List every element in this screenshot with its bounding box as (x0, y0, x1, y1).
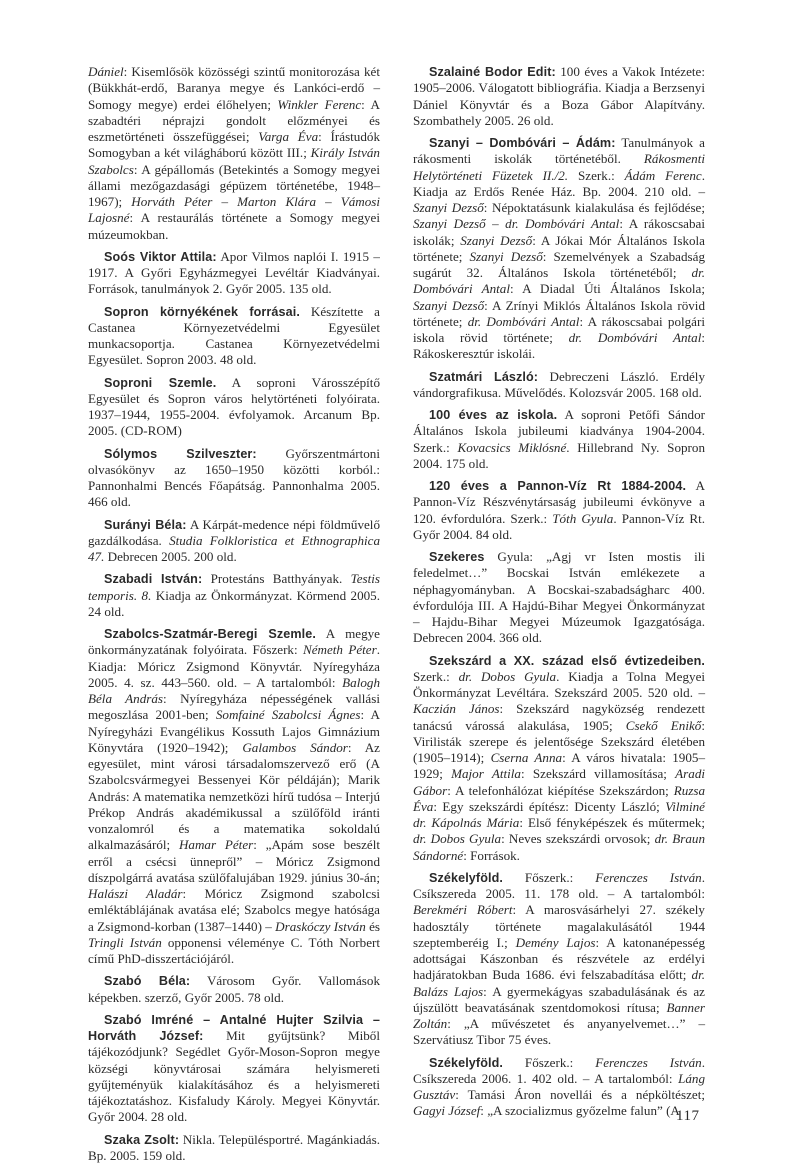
entry-text: : A marosvásárhelyi 27. székely hadosztály története magalakulásától 1944 szeptemberéig I.; (413, 902, 705, 950)
entry-text: : Virilisták szerepe és jelentősége Szekszárd életében (1905–1914); (413, 717, 705, 765)
entry-italic-text: Banner Zoltán (413, 999, 705, 1031)
entry-heading: Székelyföld. (429, 870, 503, 885)
bibliography-entry (88, 64, 380, 243)
entry-text: : Tamási Áron novellái és a népköltészet; (455, 1087, 705, 1102)
entry-text: : Szekszárd nagyközség rendezett tanácsú várossá alakulása, 1905; (413, 701, 706, 733)
bibliography-entry (88, 304, 380, 369)
entry-text: : Rákoskeresztúr iskolái. (413, 330, 705, 362)
bibliography-entry (413, 549, 705, 647)
entry-text: : „A művészetet és anyanyelvemet…” – Szervátiusz Tibor 75 éves. (413, 1016, 705, 1048)
entry-text: : A Jókai Mór Általános Iskola története; (413, 232, 705, 264)
entry-italic-text: Winkler Ferenc (277, 96, 362, 112)
entry-text: Győrszentmártoni olvasókönyv az 1650–1950 közötti korból.: Pannonhalmi Bencés Főapátság. Pannonhalma 2005. 466 old. (88, 445, 380, 510)
entry-text: A soproni Városszépítő Egyesület és Sopron város helytörténeti folyóirata. 1937–1944, 1955-2004. évfolyamok. Arcanum Bp. 2005. (CD-ROM) (88, 374, 380, 439)
bibliography-entry (413, 478, 705, 543)
entry-heading: Székelyföld. (429, 1055, 503, 1070)
entry-text: : A város hivatala: 1905–1929; (413, 750, 705, 782)
bibliography-entry (413, 653, 705, 864)
bibliography-entry (413, 407, 705, 472)
entry-text: opponensi véleménye C. Tóth Norbert című PhD-disszertációjáról. (88, 934, 381, 966)
entry-italic-text: Szanyi Dezső – dr. Dombóvári Antal (413, 216, 620, 232)
entry-text: Kiadja az Önkormányzat. Körmend 2005. 24 old. (88, 587, 381, 619)
left-column (88, 64, 380, 1170)
entry-italic-text: Tringli István (88, 934, 162, 950)
bibliography-entry (88, 517, 380, 566)
entry-text: Főszerk.: (503, 1054, 596, 1070)
entry-italic-text: Cserna Anna (490, 750, 563, 765)
bibliography-entry (413, 1055, 705, 1120)
entry-heading: Szekszárd a XX. század első évtizedeiben. (429, 653, 705, 668)
bibliography-entry (413, 64, 705, 129)
entry-italic-text: Ferenczes István (595, 1054, 702, 1070)
entry-text: Készítette a Castanea Környezetvédelmi Egyesület munkacsoportja. Castanea Környezetvédelmi Egyesület. Sopron 2003. 48 old. (88, 303, 380, 368)
bibliography-entry (413, 369, 705, 402)
entry-text: . Pannon-Víz Rt. Győr 2004. 84 old. (413, 510, 705, 542)
entry-italic-text: dr. Dobos Gyula (458, 668, 557, 684)
entry-text: : A Nyíregyházi Evangélikus Kossuth Lajos Gimnázium Könyvtára (1920–1942); (88, 707, 381, 755)
entry-italic-text: Ádám Ferenc (624, 167, 702, 183)
bibliography-entry (88, 1132, 380, 1165)
entry-text: . Kiadja: Móricz Zsigmond Könyvtár. Nyíregyháza 2005. 4. sz. 443–560. old. – A tartalomból: (88, 642, 380, 690)
entry-text: : A gépállomás (Betekintés a Somogy megyei állami mezőgazdasági gépüzem történetébe, 1948–1967); (88, 161, 380, 209)
entry-text: Gyula: „Agj vr Isten mostis ili feledelmet…” Bocskai István emlékezete a néphagyományban. A Bocskai-szabadságharc 400. évfordulója III. A Hajdú-Bihar Megyei Önkormányzat – Hajdu-Bihar Megyei Múzeumok Igazgatósága. Debrecen 2004. 366 old. (413, 549, 705, 646)
entry-italic-text: Ruzsa Éva (413, 782, 705, 814)
entry-text: Nikla. Településportré. Magánkiadás. Bp. 2005. 159 old. (88, 1131, 380, 1163)
entry-italic-text: Csekő Enikő (625, 717, 702, 733)
entry-text: . Csíkszereda 2005. 11. 178 old. – A tartalomból: (413, 869, 705, 901)
entry-text: A Kárpát-medence népi földművelő gazdálkodása. (88, 516, 380, 548)
entry-text: : A restaurálás története a Somogy megyei múzeumokban. (88, 210, 380, 242)
entry-text: Szerk.: (413, 668, 459, 684)
entry-italic-text: Balogh Béla András (88, 674, 380, 706)
entry-text: : Szemelvények a Szabadság sugárút 32. Általános Iskola történetéből; (413, 248, 705, 280)
bibliography-entry (88, 249, 380, 298)
entry-heading: Szabó Béla: (104, 974, 191, 989)
entry-heading: Sólymos Szilveszter: (104, 446, 257, 461)
bibliography-entry (413, 870, 705, 1049)
entry-text: Mit gyűjtsünk? Miből tájékozódjunk? Segédlet Győr-Moson-Sopron megye községi könyvtárosai számára helyismereti gyűjteményük kialakításához és a helyismereti tájékoztatáshoz. Kisfaludy Károly. Megyei Könyvtár. Győr 2004. 28 old. (88, 1028, 380, 1125)
bibliography-entry (88, 446, 380, 511)
entry-text: : Móricz Zsigmond szabolcsi emléktáblájának avatása elé; Szabolcs megye hatósága a Zsigmond-korban (1387–1440) – (88, 886, 380, 934)
entry-italic-text: Dániel (88, 64, 124, 79)
entry-italic-text: Németh Péter (302, 642, 377, 658)
entry-text: : Kisemlősök közösségi szintű monitorozása két (Bükkhát-erdő, Baranya megye és Lankóci-erdő – Somogy megye) erdei élőhelyen; (88, 64, 380, 112)
entry-text: Főszerk.: (503, 869, 596, 885)
entry-text: A Pannon-Víz Részvénytársaság jubileumi évkönyve a 120. évfordulóra. Szerk.: (413, 478, 705, 526)
entry-italic-text: Tóth Gyula (552, 510, 614, 526)
entry-italic-text: Vilminé dr. Kápolnás Mária (413, 798, 705, 830)
entry-text: . Kiadja a Tolna Megyei Önkormányzat Levéltára. Szekszárd 2005. 520 old. – (413, 668, 706, 700)
entry-heading: Szanyi – Dombóvári – Ádám: (429, 136, 616, 150)
entry-text: . Hillebrand Ny. Sopron 2004. 175 old. (413, 439, 706, 471)
entry-italic-text: Kovacsics Miklósné (457, 439, 567, 455)
entry-text: : A Diadal Úti Általános Iskola; (509, 281, 705, 297)
entry-text: : Egy szekszárdi építész: Dicenty László; (433, 798, 666, 814)
entry-italic-text: Gagyi József (413, 1103, 481, 1119)
entry-text: : Nyíregyháza népességének vallási megoszlása 2001-ben; (88, 691, 380, 723)
entry-heading: Szaka Zsolt: (104, 1132, 180, 1147)
entry-text: A megye önkormányzatának folyóirata. Főszerk: (88, 626, 380, 658)
entry-text: : Szekszárd villamosítása; (520, 766, 676, 782)
entry-text: : „Apám sose beszélt erről a csécsi ünnepről” – Móricz Zsigmond díszpolgárrá avatása szülőfalujában 1929. június 30-án; (88, 837, 380, 885)
entry-heading: Soós Viktor Attila: (104, 249, 217, 264)
entry-text: A soproni Petőfi Sándor Általános Iskola jubileumi kiadványa 1904-2004. Szerk.: (413, 407, 705, 455)
entry-italic-text: Aradi Gábor (413, 766, 705, 798)
entry-text: Tanulmányok a rákosmenti iskolák történetéből. (413, 135, 705, 167)
right-column (413, 64, 705, 1126)
entry-italic-text: Láng Gusztáv (413, 1070, 705, 1102)
entry-italic-text: Szanyi Dezső (460, 232, 533, 248)
entry-text: : Írástudók Somogyban a két világháború között III.; (88, 129, 380, 161)
entry-text: : Neves szekszárdi orvosok; (501, 831, 655, 847)
entry-italic-text: Demény Lajos (515, 934, 596, 950)
entry-text: : Első fényképészek és műtermek; (519, 815, 706, 830)
entry-italic-text: Varga Éva (258, 129, 319, 144)
entry-italic-text: Horváth Péter – Marton Klára – Vámosi Lajosné (88, 194, 380, 226)
entry-italic-text: dr. Dombóvári Antal (413, 265, 705, 297)
entry-heading: Szabolcs-Szatmár-Beregi Szemle. (104, 627, 316, 641)
entry-heading: Szabó Imréné – Antalné Hujter Szilvia – Horváth József: (88, 1012, 380, 1043)
entry-text: Protestáns Batthyányak. (202, 571, 351, 587)
entry-heading: 120 éves a Pannon-Víz Rt 1884-2004. (429, 479, 687, 493)
entry-text: : Források. (463, 847, 520, 863)
entry-text: : Népoktatásunk kialakulása és fejlődése; (483, 200, 705, 215)
entry-heading: Szatmári László: (429, 369, 539, 384)
entry-italic-text: Szanyi Dezső (413, 297, 485, 313)
entry-italic-text: Szanyi Dezső (413, 200, 484, 215)
entry-italic-text: Major Attila (451, 766, 521, 782)
entry-italic-text: Galambos Sándor (242, 739, 348, 755)
entry-heading: Szekeres (429, 550, 485, 564)
entry-text: : A szabadtéri néprajzi gondolt előzményei és eszmetörténeti összefüggései; (88, 96, 380, 144)
entry-heading: Szabadi István: (104, 572, 203, 587)
entry-italic-text: Studia Folkloristica et Ethnographica 47. (88, 532, 380, 564)
entry-italic-text: Hamar Péter (178, 837, 254, 853)
entry-italic-text: Draskóczy István (275, 918, 366, 934)
entry-italic-text: Halászi Aladár (88, 886, 183, 901)
entry-text: : „A szocializmus győzelme falun” (A (480, 1103, 680, 1119)
entry-italic-text: Testis temporis. 8. (88, 571, 380, 603)
entry-italic-text: dr. Dombóvári Antal (568, 330, 702, 345)
entry-italic-text: Somfainé Szabolcsi Ágnes (215, 707, 361, 723)
entry-italic-text: Kaczián János (413, 701, 500, 717)
entry-text: : A telefonhálózat kiépítése Szekszárdon; (447, 782, 674, 798)
entry-italic-text: dr. Dombóvári Antal (467, 313, 580, 329)
entry-italic-text: dr. Balázs Lajos (413, 967, 705, 999)
entry-text: Debreczeni László. Erdély vándorgrafikusa. Művelődés. Kolozsvár 2005. 168 old. (413, 368, 705, 400)
entry-text: : A rákoscsabai iskolák; (413, 216, 705, 248)
entry-text: : A katonanépesség adottságai Kászonban és részvétele az erdélyi hadjáratokban Buda 1686. évi felszabadítása előtt; (413, 934, 705, 983)
entry-heading: Sopron környékének forrásai. (104, 304, 300, 319)
entry-italic-text: Ferenczes István (595, 869, 702, 885)
entry-heading: Surányi Béla: (104, 517, 187, 532)
entry-text: Apor Vilmos naplói I. 1915 –1917. A Győri Egyházmegyei Levéltár Kiadványai. Források, tanulmányok 2. Győr 2005. 135 old. (88, 248, 380, 297)
entry-heading: Szalainé Bodor Edit: (429, 65, 556, 79)
entry-italic-text: Rákosmenti Helytörténeti Füzetek II./2. (413, 151, 705, 183)
entry-heading: 100 éves az iskola. (429, 408, 558, 422)
entry-text: . Csíkszereda 2006. 1. 402 old. – A tartalomból: (413, 1054, 705, 1086)
entry-italic-text: Berekméri Róbert (413, 902, 513, 918)
bibliography-entry (88, 626, 380, 967)
entry-text: : A gyermekágyas szabadulásának és az újszülött beavatásának szentdomokosi rítusa; (413, 983, 705, 1015)
entry-text: 100 éves a Vakok Intézete: 1905–2006. Válogatott bibliográfia. Kiadja a Berzsenyi Dániel Könyvtár és a Boza Gábor Alapítvány. Szombathely 2005. 26 old. (413, 64, 706, 128)
page-number: 117 (676, 1108, 700, 1124)
entry-heading: Soproni Szemle. (104, 375, 217, 390)
entry-italic-text: dr. Dobos Gyula (413, 831, 502, 847)
entry-text: és (365, 918, 381, 934)
entry-text: : Az egyesület, mint városi társadalomszervező erő (A Szabolcsvármegyei Bessenyei Kör példáján); Marik András: A matematika nemzetközi hírű tudósa – Interjú Prékop András akadémikussal a szülőföld iránti vonzalomról és a matematika sokoldalú alkalmazásáról; (88, 739, 380, 853)
entry-text: : A rákoscsabai polgári iskola rövid története; (413, 313, 705, 345)
entry-text: . Kiadja az Erdős Renée Ház. Bp. 2004. 210 old. – (413, 167, 705, 199)
entry-text: Debrecen 2005. 200 old. (104, 549, 237, 564)
bibliography-entry (413, 135, 705, 363)
entry-text: : A Zrínyi Miklós Általános Iskola rövid története; (413, 297, 705, 329)
bibliography-entry (88, 1012, 380, 1126)
entry-italic-text: dr. Braun Sándorné (413, 831, 705, 863)
bibliography-entry (88, 375, 380, 440)
entry-italic-text: Király István Szabolcs (88, 145, 380, 177)
entry-text: Városom Győr. Vallomások képekben. szerző, Győr 2005. 78 old. (88, 973, 380, 1005)
entry-italic-text: Szanyi Dezső (469, 248, 543, 264)
bibliography-entry (88, 973, 380, 1006)
entry-text: Szerk.: (568, 167, 625, 183)
bibliography-entry (88, 571, 380, 620)
